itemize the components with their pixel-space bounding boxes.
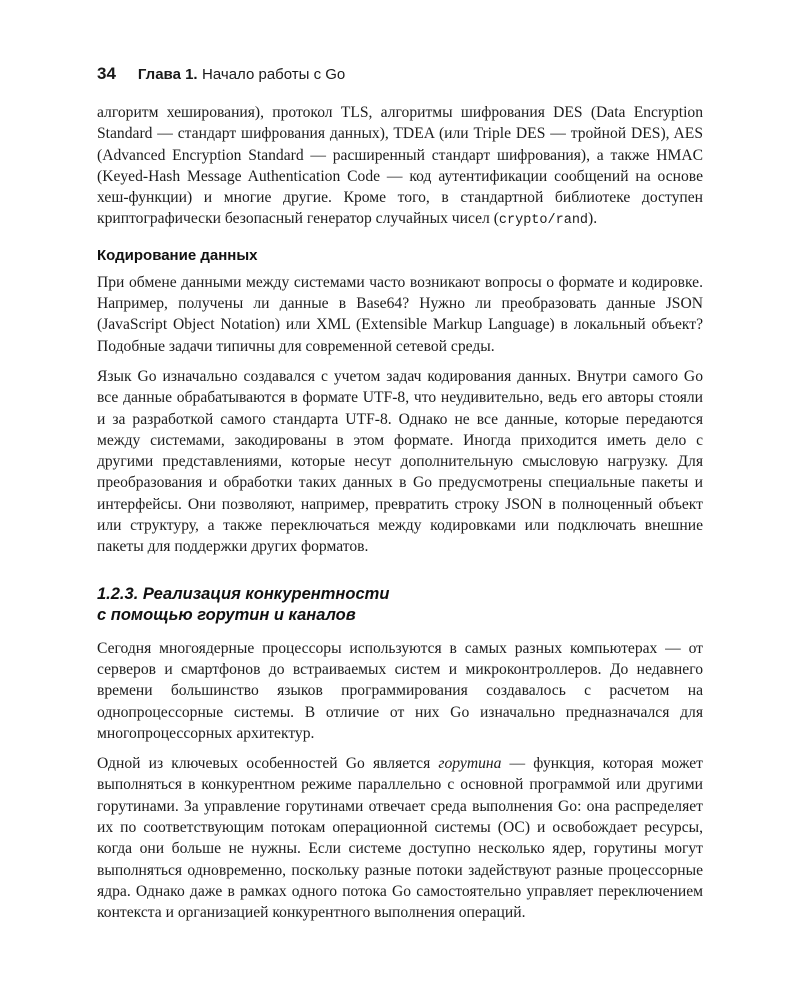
p2-text-rest: — функция, которая может выполняться в конкурентном режиме параллельно с основной программой или другими горутинами. За управление горутинами отвечает среда выполнения Go: она распределяет их по соответствующим потокам операционной системы (ОС) и освобождает ресурсы, когда они больше не нужны. Если системе доступно несколько ядер, горутины могут выполняться одновременно, поскольку разные потоки задействуют разные процессорные ядра. Однако даже в рамках одного потока Go самостоятельно управляет переключением контекста и организацией конкурентного выполнения операций.	[97, 755, 703, 922]
intro-paragraph	[97, 102, 703, 232]
encoding-heading: Кодирование данных	[97, 246, 258, 264]
encoding-paragraph-1: При обмене данными между системами часто возникают вопросы о формате и кодировке. Например, получены ли данные в Base64? Нужно ли преобразовать данные JSON (JavaScript Object Notation) или XML (Extensible Markup Language) в локальный объект? Подобные задачи типичны для современной сетевой среды.	[97, 273, 703, 355]
section-heading	[97, 584, 703, 626]
intro-text-end: ).	[588, 210, 598, 228]
section-heading-line-1: 1.2.3. Реализация конкурентности	[97, 584, 390, 603]
code-crypto-rand: crypto/rand	[498, 213, 589, 229]
section-paragraph-1: Сегодня многоядерные процессоры используются в самых разных компьютерах — от серверов и смартфонов до встраиваемых систем и микроконтроллеров. До недавнего времени большинство языков программирования создавалось с расчетом на однопроцессорные системы. В отличие от них Go изначально предназначался для многопроцессорных архитектур.	[97, 639, 703, 742]
page-number: 34	[97, 64, 116, 83]
encoding-paragraph-2: Язык Go изначально создавался с учетом задач кодирования данных. Внутри самого Go все данные обрабатываются в формате UTF-8, что неудивительно, ведь его авторы стояли и за разработкой самого стандарта UTF-8. Однако не все данные, которые передаются между системами, закодированы в этом формате. Иногда приходится иметь дело с другими представлениями, которые несут дополнительную смысловую нагрузку. Для преобразования и обработки таких данных в Go предусмотрены специальные пакеты и интерфейсы. Они позволяют, например, превратить строку JSON в полноценный объект или структуру, а также переключаться между кодировками или подключать внешние пакеты для поддержки других форматов.	[97, 367, 703, 556]
page-body	[97, 102, 703, 933]
p2-text: Одной из ключевых особенностей Go является	[97, 755, 439, 773]
chapter-title: Начало работы с Go	[202, 66, 346, 83]
term-goroutine: горутина	[438, 755, 502, 773]
section-heading-line-2: с помощью горутин и каналов	[97, 605, 356, 624]
intro-text: алгоритм хеширования), протокол TLS, алгоритмы шифрования DES (Data Encryption Standard — стандарт шифрования данных), TDEA (или Triple DES — тройной DES), AES (Advanced Encryption Standard — расширенный стандарт шифрования), а также HMAC (Keyed-Hash Message Authentication Code — код аутентификации сообщений на основе хеш-функции) и многие другие. Кроме того, в стандартной библиотеке доступен криптографически безопасный генератор случайных чисел (	[97, 104, 703, 228]
running-header	[97, 64, 345, 84]
chapter-label: Глава 1.	[137, 66, 198, 83]
section-paragraph-2	[97, 753, 703, 923]
